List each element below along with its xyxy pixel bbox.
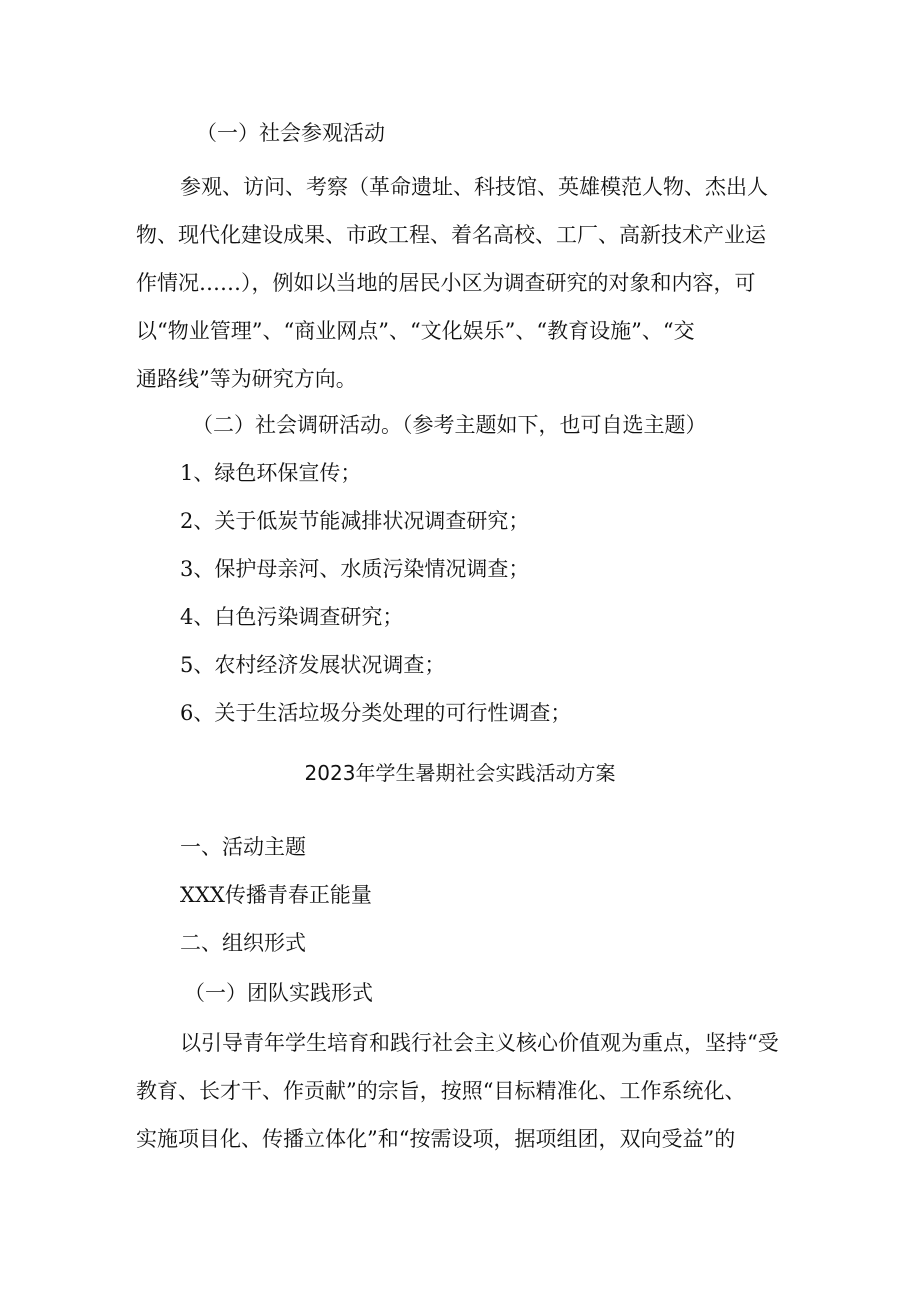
paragraph-line: 以“物业管理”、“商业网点”、“文化娱乐”、“教育设施”、“交 bbox=[136, 319, 695, 343]
document-title: 2023年学生暑期社会实践活动方案 bbox=[304, 761, 616, 785]
paragraph-line: 教育、长才干、作贡献”的宗旨，按照“目标精准化、工作系统化、 bbox=[136, 1079, 746, 1103]
sub-heading-team-practice: （一）团队实践形式 bbox=[184, 981, 373, 1005]
activity-theme-text: XXX传播青春正能量 bbox=[180, 883, 372, 907]
paragraph-line: 参观、访问、考察（革命遗址、科技馆、英雄模范人物、杰出人 bbox=[180, 175, 768, 199]
paragraph-line: 实施项目化、传播立体化”和“按需设项，据项组团，双向受益”的 bbox=[136, 1127, 736, 1151]
section-heading-social-research: （二）社会调研活动。（参考主题如下，也可自选主题） bbox=[192, 413, 707, 437]
paragraph-line: 作情况……），例如以当地的居民小区为调查研究的对象和内容，可 bbox=[136, 271, 756, 295]
list-item: 6、关于生活垃圾分类处理的可行性调查； bbox=[180, 701, 572, 725]
section-heading-social-visit: （一）社会参观活动 bbox=[196, 121, 385, 145]
list-item: 1、绿色环保宣传； bbox=[180, 461, 362, 485]
list-item: 3、保护母亲河、水质污染情况调查； bbox=[180, 557, 530, 581]
part-heading-organization: 二、组织形式 bbox=[180, 931, 306, 955]
list-item: 4、白色污染调查研究； bbox=[180, 605, 404, 629]
paragraph-line: 物、现代化建设成果、市政工程、着名高校、工厂、高新技术产业运 bbox=[136, 223, 766, 247]
list-item: 2、关于低炭节能减排状况调查研究； bbox=[180, 509, 530, 533]
part-heading-activity-theme: 一、活动主题 bbox=[180, 835, 306, 859]
list-item: 5、农村经济发展状况调查； bbox=[180, 653, 446, 677]
paragraph-line: 以引导青年学生培育和践行社会主义核心价值观为重点，坚持“受 bbox=[180, 1031, 779, 1055]
paragraph-line: 通路线”等为研究方向。 bbox=[136, 367, 357, 391]
